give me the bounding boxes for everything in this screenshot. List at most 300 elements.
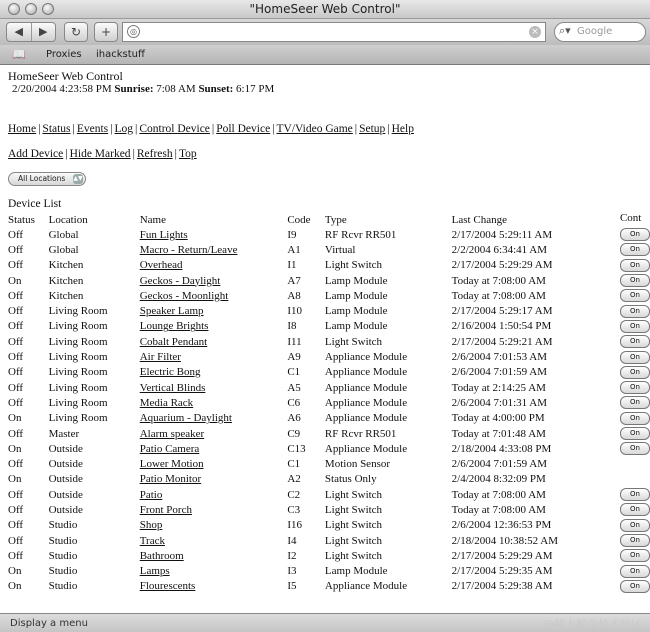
device-last-change-cell <box>452 319 620 334</box>
device-control-cell <box>620 227 650 242</box>
table-row <box>8 533 650 548</box>
device-code: C1 <box>287 366 301 379</box>
nav-events[interactable]: Events <box>76 123 109 135</box>
device-last-change: Today at 7:08:00 AM <box>451 503 546 516</box>
device-last-change-cell <box>452 380 620 395</box>
device-on-button[interactable]: On <box>620 366 650 379</box>
device-control-cell <box>620 365 650 380</box>
device-location-cell <box>49 502 140 517</box>
device-location-cell <box>49 579 140 594</box>
device-name-link[interactable]: Front Porch <box>139 503 192 516</box>
device-status: Off <box>8 259 24 272</box>
device-name-link[interactable]: Fun Lights <box>139 228 188 241</box>
device-name-link[interactable]: Lower Motion <box>139 458 204 471</box>
device-type: Appliance Module <box>324 580 408 593</box>
device-code: C2 <box>287 488 301 501</box>
device-on-button[interactable]: On <box>620 305 650 318</box>
device-table <box>8 212 650 594</box>
hide-marked-link[interactable]: Hide Marked <box>69 148 131 160</box>
device-type: Appliance Module <box>324 396 408 409</box>
device-code-cell <box>287 518 325 533</box>
device-last-change-cell <box>452 242 620 257</box>
device-name-link[interactable]: Vertical Blinds <box>139 381 206 394</box>
device-last-change: 2/16/2004 1:50:54 PM <box>451 320 552 333</box>
device-last-change: 2/17/2004 5:29:21 AM <box>451 335 553 348</box>
device-location-cell <box>49 227 140 242</box>
device-control-cell <box>620 487 650 502</box>
device-name-link[interactable]: Media Rack <box>139 396 194 409</box>
device-type: Appliance Module <box>324 381 408 394</box>
device-type-cell <box>325 288 452 303</box>
device-on-button[interactable]: On <box>620 427 650 440</box>
device-last-change: 2/2/2004 6:34:41 AM <box>451 243 548 256</box>
device-status: Off <box>8 488 24 501</box>
device-status-cell <box>8 395 49 410</box>
device-code: A9 <box>287 351 301 364</box>
device-code-cell <box>287 441 325 456</box>
device-location-cell <box>49 303 140 318</box>
nav-setup[interactable]: Setup <box>359 123 386 135</box>
device-status-cell <box>8 502 49 517</box>
device-code: C13 <box>287 442 306 455</box>
device-status-cell <box>8 273 49 288</box>
chevron-down-icon: ▲▼ <box>73 175 83 182</box>
device-type: Status Only <box>324 473 377 486</box>
location-select-value: All Locations <box>18 174 66 183</box>
device-location: Living Room <box>48 412 108 425</box>
table-row <box>8 548 650 563</box>
device-name-link-cell <box>140 319 288 334</box>
device-control-cell <box>620 334 650 349</box>
table-row <box>8 288 650 303</box>
device-status-cell <box>8 411 49 426</box>
nav-control-device[interactable]: Control Device <box>139 123 210 135</box>
device-name-link-cell <box>140 365 288 380</box>
device-location: Living Room <box>48 351 108 364</box>
table-row <box>8 579 650 594</box>
search-icon: ⌕▾ <box>559 24 571 37</box>
bookmark-proxies[interactable]: Proxies <box>46 49 82 60</box>
device-control-cell <box>620 426 650 441</box>
device-last-change: 2/4/2004 8:32:09 PM <box>451 473 546 486</box>
device-status-cell <box>8 334 49 349</box>
device-last-change-cell <box>452 365 620 380</box>
device-type: Light Switch <box>324 259 383 272</box>
device-type: Lamp Module <box>324 289 388 302</box>
device-last-change-cell <box>452 303 620 318</box>
device-name-link[interactable]: Patio Camera <box>139 442 200 455</box>
device-last-change: 2/6/2004 7:01:59 AM <box>451 458 548 471</box>
device-control-cell <box>620 472 650 487</box>
device-type: Lamp Module <box>324 305 388 318</box>
device-last-change: Today at 7:08:00 AM <box>451 274 546 287</box>
device-status-cell <box>8 319 49 334</box>
device-name-link[interactable]: Lamps <box>139 565 170 578</box>
device-control-cell <box>620 288 650 303</box>
device-type: Lamp Module <box>324 274 388 287</box>
nav-help[interactable]: Help <box>391 123 414 135</box>
device-code-cell <box>287 472 325 487</box>
device-last-change-cell <box>452 456 620 471</box>
device-on-button[interactable]: On <box>620 503 650 516</box>
device-name-link[interactable]: Geckos - Daylight <box>139 274 221 287</box>
device-type-cell <box>325 380 452 395</box>
device-status: On <box>8 565 22 578</box>
device-on-button[interactable]: On <box>620 274 650 287</box>
device-name-link-cell <box>140 242 288 257</box>
window-title: "HomeSeer Web Control" <box>249 2 401 16</box>
table-row <box>8 456 650 471</box>
device-location-cell <box>49 456 140 471</box>
reload-button[interactable] <box>64 22 88 42</box>
device-type: Motion Sensor <box>324 458 391 471</box>
forward-arrow-icon[interactable]: ▶ <box>39 25 48 38</box>
device-code-cell <box>287 365 325 380</box>
nav-poll-device[interactable]: Poll Device <box>216 123 271 135</box>
device-on-button[interactable]: On <box>620 412 650 425</box>
device-code-cell <box>287 303 325 318</box>
device-name-link-cell <box>140 502 288 517</box>
device-last-change: 2/18/2004 4:33:08 PM <box>451 442 552 455</box>
device-type-cell <box>325 319 452 334</box>
device-name-link-cell <box>140 426 288 441</box>
device-last-change-cell <box>452 487 620 502</box>
bookmarks-book-icon[interactable]: 📖 <box>12 48 26 61</box>
device-code: I9 <box>287 228 297 241</box>
back-arrow-icon[interactable]: ◀ <box>7 23 32 41</box>
device-control-cell <box>620 518 650 533</box>
device-location-cell <box>49 518 140 533</box>
device-last-change: Today at 7:08:00 AM <box>451 488 546 501</box>
add-device-link[interactable]: Add Device <box>8 148 64 160</box>
device-type-cell <box>325 533 452 548</box>
device-status: On <box>8 580 22 593</box>
device-type-cell <box>325 365 452 380</box>
device-code: C6 <box>287 396 301 409</box>
device-on-button[interactable]: On <box>620 396 650 409</box>
device-name-link[interactable]: Patio Monitor <box>139 473 202 486</box>
device-name-link[interactable]: Flourescents <box>139 580 196 593</box>
device-type-cell <box>325 564 452 579</box>
device-name-link[interactable]: Aquarium - Daylight <box>139 412 232 425</box>
device-code-cell <box>287 502 325 517</box>
bookmarks-bar <box>0 45 650 65</box>
device-location-cell <box>49 564 140 579</box>
device-last-change: Today at 7:01:48 AM <box>451 427 546 440</box>
device-on-button[interactable]: On <box>620 565 650 578</box>
device-type: Light Switch <box>324 534 383 547</box>
device-location-cell <box>49 242 140 257</box>
device-code-cell <box>287 579 325 594</box>
device-location: Studio <box>48 580 78 593</box>
device-code: A8 <box>287 289 301 302</box>
device-name-link-cell <box>140 258 288 273</box>
device-name-link-cell <box>140 303 288 318</box>
device-on-button[interactable]: On <box>620 381 650 394</box>
device-on-button[interactable]: On <box>620 335 650 348</box>
device-on-button[interactable]: On <box>620 519 650 532</box>
device-location: Studio <box>48 565 78 578</box>
device-type-cell <box>325 579 452 594</box>
device-status-cell <box>8 564 49 579</box>
device-on-button[interactable]: On <box>620 442 650 455</box>
device-last-change-cell <box>452 288 620 303</box>
device-status: Off <box>8 320 24 333</box>
search-field[interactable] <box>554 22 646 42</box>
device-type-cell <box>325 242 452 257</box>
device-code-cell <box>287 426 325 441</box>
device-name-link-cell <box>140 456 288 471</box>
device-type: Lamp Module <box>324 565 388 578</box>
col-last-change: Last Change <box>451 213 507 226</box>
device-control-cell <box>620 273 650 288</box>
device-name-link[interactable]: Geckos - Moonlight <box>139 289 229 302</box>
sunset-time: 6:17 PM <box>236 83 275 95</box>
main-nav: Home | Status | Events | Log | Control Device | Poll Device | TV/Video Game | Setup | Help <box>8 123 414 135</box>
device-location: Outside <box>48 442 83 455</box>
device-code-cell <box>287 380 325 395</box>
device-location-cell <box>49 380 140 395</box>
device-on-button[interactable]: On <box>620 289 650 302</box>
device-last-change: Today at 4:00:00 PM <box>451 412 545 425</box>
device-name-link[interactable]: Cobalt Pendant <box>139 335 208 348</box>
device-type-cell <box>325 273 452 288</box>
device-on-button[interactable]: On <box>620 243 650 256</box>
device-last-change: 2/17/2004 5:29:35 AM <box>451 565 553 578</box>
device-location: Kitchen <box>48 289 84 302</box>
device-location: Outside <box>48 488 83 501</box>
device-control-cell <box>620 564 650 579</box>
col-name: Name <box>139 213 166 226</box>
clear-address-icon[interactable]: × <box>529 26 541 38</box>
table-row <box>8 319 650 334</box>
device-type-cell <box>325 426 452 441</box>
device-on-button[interactable]: On <box>620 351 650 364</box>
device-actions-nav: Add Device | Hide Marked | Refresh | Top <box>8 148 197 160</box>
device-code: I16 <box>287 519 302 532</box>
status-text: Display a menu <box>10 618 88 629</box>
device-status-cell <box>8 518 49 533</box>
device-location: Master <box>48 427 80 440</box>
device-type: Light Switch <box>324 549 383 562</box>
table-row <box>8 502 650 517</box>
device-control-cell <box>620 441 650 456</box>
device-type-cell <box>325 334 452 349</box>
device-status: Off <box>8 549 24 562</box>
device-name-link-cell <box>140 564 288 579</box>
device-on-button[interactable]: On <box>620 580 650 593</box>
device-code: I2 <box>287 549 297 562</box>
table-row <box>8 441 650 456</box>
device-type-cell <box>325 472 452 487</box>
device-code-cell <box>287 242 325 257</box>
device-code-cell <box>287 456 325 471</box>
add-bookmark-button[interactable] <box>94 22 118 42</box>
device-status-cell <box>8 227 49 242</box>
device-code: I1 <box>287 259 297 272</box>
nav-tv-video-game[interactable]: TV/Video Game <box>276 123 353 135</box>
device-name-link[interactable]: Macro - Return/Leave <box>139 243 238 256</box>
device-location-cell <box>49 533 140 548</box>
device-name-link-cell <box>140 411 288 426</box>
device-last-change: 2/6/2004 12:36:53 PM <box>451 519 552 532</box>
device-code: I4 <box>287 534 297 547</box>
table-row <box>8 380 650 395</box>
device-table-header <box>8 212 650 227</box>
device-last-change-cell <box>452 441 620 456</box>
sunrise-time: 7:08 AM <box>156 83 196 95</box>
device-name-link-cell <box>140 533 288 548</box>
device-last-change: 2/6/2004 7:01:31 AM <box>451 396 548 409</box>
bookmark-ihackstuff[interactable]: ihackstuff <box>96 49 145 60</box>
device-last-change: 2/17/2004 5:29:29 AM <box>451 549 553 562</box>
device-location: Studio <box>48 519 78 532</box>
address-bar[interactable] <box>122 22 546 42</box>
device-location: Living Room <box>48 381 108 394</box>
device-location: Global <box>48 243 79 256</box>
device-code-cell <box>287 334 325 349</box>
table-row <box>8 472 650 487</box>
device-name-link-cell <box>140 487 288 502</box>
device-last-change-cell <box>452 411 620 426</box>
device-name-link[interactable]: Track <box>139 534 165 547</box>
device-status-cell <box>8 380 49 395</box>
device-type: Appliance Module <box>324 351 408 364</box>
device-control-cell <box>620 502 650 517</box>
device-status: On <box>8 473 22 486</box>
device-last-change-cell <box>452 349 620 364</box>
device-status: On <box>8 412 22 425</box>
device-code-cell <box>287 533 325 548</box>
device-code-cell <box>287 548 325 563</box>
device-name-link[interactable]: Bathroom <box>139 549 184 562</box>
device-last-change-cell <box>452 472 620 487</box>
device-control-cell <box>620 242 650 257</box>
back-forward-control <box>6 22 56 42</box>
device-last-change: 2/6/2004 7:01:53 AM <box>451 351 548 364</box>
device-code-cell <box>287 395 325 410</box>
nav-status[interactable]: Status <box>42 123 71 135</box>
device-code: I10 <box>287 305 302 318</box>
device-location: Studio <box>48 534 78 547</box>
device-status-cell <box>8 365 49 380</box>
table-row <box>8 242 650 257</box>
device-status: Off <box>8 243 24 256</box>
nav-home[interactable]: Home <box>8 123 37 135</box>
device-name-link[interactable]: Electric Bong <box>139 366 201 379</box>
device-status-cell <box>8 242 49 257</box>
device-on-button[interactable]: On <box>620 549 650 562</box>
device-name-link[interactable]: Overhead <box>139 259 183 272</box>
device-location-cell <box>49 395 140 410</box>
device-on-button[interactable]: On <box>620 320 650 333</box>
table-row <box>8 258 650 273</box>
nav-log[interactable]: Log <box>114 123 134 135</box>
current-datetime: 2/20/2004 4:23:58 PM <box>12 83 112 95</box>
table-row <box>8 334 650 349</box>
device-status-cell <box>8 258 49 273</box>
device-last-change-cell <box>452 258 620 273</box>
device-code: I3 <box>287 565 297 578</box>
device-location: Outside <box>48 503 83 516</box>
table-row <box>8 564 650 579</box>
device-name-link-cell <box>140 273 288 288</box>
device-code-cell <box>287 227 325 242</box>
device-type: Light Switch <box>324 519 383 532</box>
refresh-link[interactable]: Refresh <box>136 148 173 160</box>
device-name-link[interactable]: Patio <box>139 488 163 501</box>
device-control-cell <box>620 349 650 364</box>
device-type-cell <box>325 227 452 242</box>
device-location-cell <box>49 426 140 441</box>
device-name-link[interactable]: Lounge Brights <box>139 320 209 333</box>
device-type: Light Switch <box>324 503 383 516</box>
device-status: Off <box>8 289 24 302</box>
location-select[interactable] <box>8 172 86 186</box>
device-location: Studio <box>48 549 78 562</box>
device-last-change-cell <box>452 548 620 563</box>
device-control-cell <box>620 548 650 563</box>
device-name-link-cell <box>140 349 288 364</box>
device-type: Light Switch <box>324 488 383 501</box>
title-bar <box>0 0 650 19</box>
device-type-cell <box>325 518 452 533</box>
page-content <box>0 65 650 613</box>
device-name-link[interactable]: Shop <box>139 519 163 532</box>
device-control-cell <box>620 533 650 548</box>
device-status-cell <box>8 548 49 563</box>
device-last-change-cell <box>452 579 620 594</box>
device-name-link[interactable]: Air Filter <box>139 351 181 364</box>
device-control-cell <box>620 411 650 426</box>
device-type: Appliance Module <box>324 412 408 425</box>
table-row <box>8 365 650 380</box>
device-on-button[interactable]: On <box>620 488 650 501</box>
device-location: Outside <box>48 473 83 486</box>
col-status: Status <box>8 213 35 226</box>
search-placeholder: Google <box>577 26 613 37</box>
device-status-cell <box>8 456 49 471</box>
device-type: Appliance Module <box>324 442 408 455</box>
device-status-cell <box>8 579 49 594</box>
device-on-button[interactable]: On <box>620 228 650 241</box>
device-code-cell <box>287 288 325 303</box>
device-code-cell <box>287 487 325 502</box>
device-on-button[interactable]: On <box>620 259 650 272</box>
device-last-change: Today at 2:14:25 AM <box>451 381 546 394</box>
top-link[interactable]: Top <box>178 148 197 160</box>
device-last-change-cell <box>452 533 620 548</box>
device-name-link-cell <box>140 518 288 533</box>
device-last-change-cell <box>452 273 620 288</box>
device-location-cell <box>49 273 140 288</box>
device-location-cell <box>49 548 140 563</box>
device-on-button[interactable]: On <box>620 534 650 547</box>
device-location-cell <box>49 319 140 334</box>
device-name-link-cell <box>140 441 288 456</box>
device-status: On <box>8 442 22 455</box>
table-row <box>8 487 650 502</box>
device-type: Appliance Module <box>324 366 408 379</box>
device-last-change: 2/17/2004 5:29:29 AM <box>451 259 553 272</box>
device-status-cell <box>8 349 49 364</box>
device-name-link[interactable]: Alarm speaker <box>139 427 205 440</box>
device-last-change-cell <box>452 334 620 349</box>
table-row <box>8 395 650 410</box>
device-name-link[interactable]: Speaker Lamp <box>139 305 204 318</box>
device-location-cell <box>49 334 140 349</box>
table-row <box>8 303 650 318</box>
